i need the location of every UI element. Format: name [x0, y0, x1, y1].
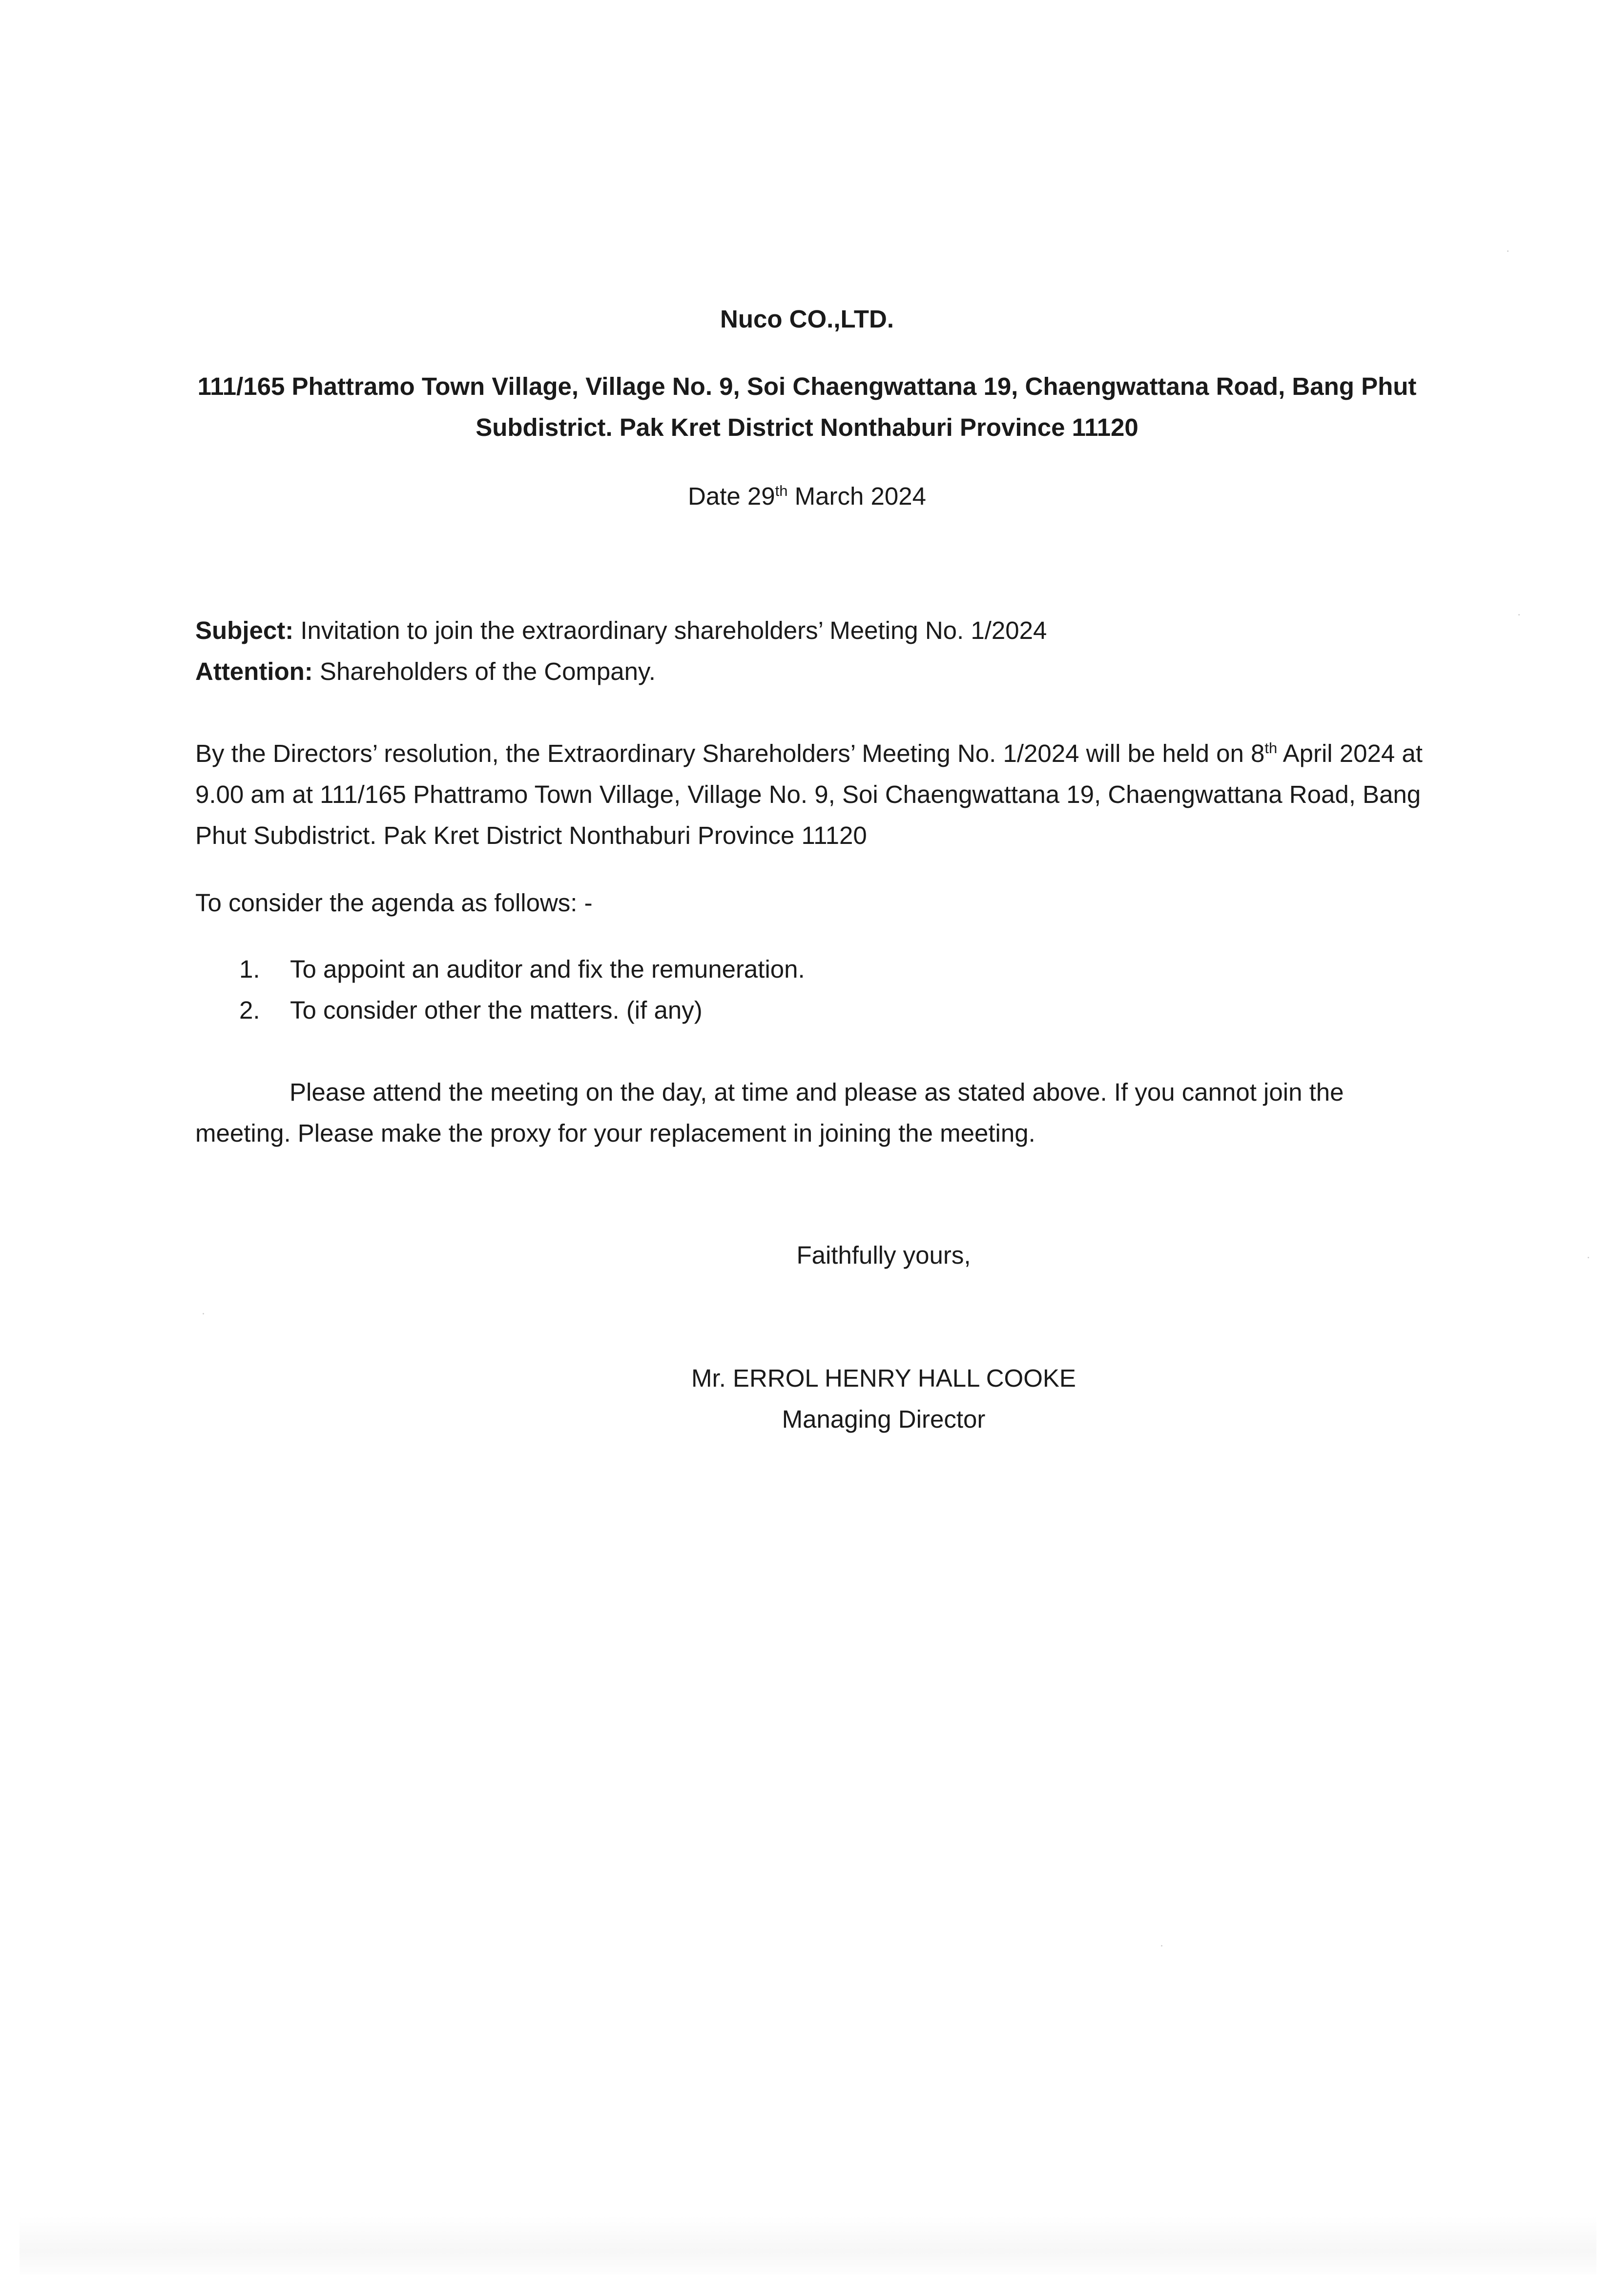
meeting-notice-paragraph [195, 733, 1445, 856]
attention-label: Attention: [195, 657, 313, 685]
closing-paragraph: Please attend the meeting on the day, at time and please as stated above. If you cannot join the meeting. Please make the proxy for your replacement in joining the meeting. [195, 1078, 1344, 1147]
subject-label: Subject: [195, 616, 294, 644]
signatory-name: Mr. ERROL HENRY HALL COOKE [691, 1364, 1076, 1392]
agenda-item [239, 990, 1411, 1031]
subject-text: Invitation to join the extraordinary shareholders’ Meeting No. 1/2024 [293, 616, 1047, 644]
agenda-item-number: 2. [239, 996, 260, 1024]
date-ordinal: th [775, 482, 788, 499]
scan-edge-noise [20, 2216, 1596, 2275]
agenda-item-number: 1. [239, 955, 260, 983]
agenda-list [239, 949, 1411, 1031]
company-name: Nuco CO.,LTD. [720, 305, 894, 333]
subject-line [195, 610, 1445, 651]
signatory-title: Managing Director [782, 1405, 986, 1433]
notice-ordinal: th [1264, 739, 1278, 757]
notice-text-part-2: April 2024 at 9.00 am at 111/165 Phattramo Town Village, Village No. 9, Soi Chaengwattana 19, Chaengwattana Road, Bang Phut Subdistrict. Pak Kret District Nonthaburi Province 11120 [195, 739, 1423, 849]
agenda-item-text: To consider other the matters. (if any) [290, 996, 703, 1024]
scan-speck [1161, 1945, 1162, 1947]
agenda-intro: To consider the agenda as follows: - [195, 889, 593, 917]
company-address [146, 366, 1468, 448]
notice-text-part-1: By the Directors’ resolution, the Extraordinary Shareholders’ Meeting No. 1/2024 will be held on 8 [195, 739, 1265, 767]
attention-text: Shareholders of the Company. [312, 657, 656, 685]
letter-date [146, 476, 1468, 517]
date-prefix: Date 29 [688, 482, 775, 510]
scan-speck [1507, 250, 1509, 252]
scan-speck [1518, 614, 1520, 615]
agenda-item [239, 949, 1411, 990]
complimentary-close: Faithfully yours, [796, 1241, 971, 1269]
subject-attention-block [195, 610, 1445, 692]
address-line-2: Subdistrict. Pak Kret District Nonthaburi Province 11120 [476, 413, 1138, 441]
date-rest: March 2024 [787, 482, 926, 510]
attention-line [195, 651, 1445, 692]
address-line-1: 111/165 Phattramo Town Village, Village No. 9, Soi Chaengwattana 19, Chaengwattana Road, Bang Phut [197, 372, 1417, 400]
agenda-item-text: To appoint an auditor and fix the remuneration. [290, 955, 805, 983]
scan-speck [1588, 1257, 1589, 1258]
scan-speck [203, 1313, 204, 1314]
